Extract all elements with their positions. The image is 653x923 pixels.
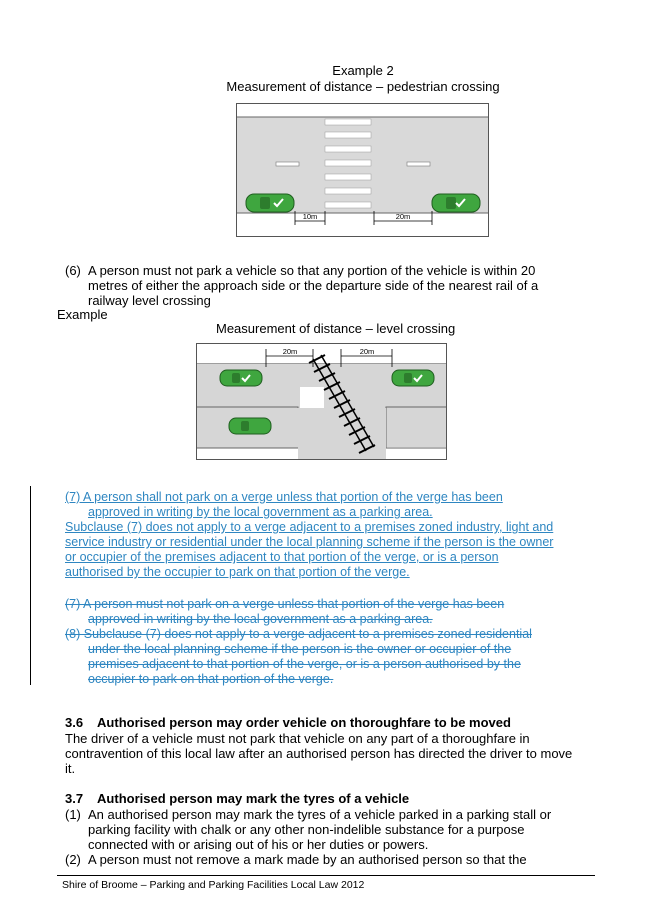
level-dim-right: 20m: [359, 347, 375, 356]
car-top-left-icon: [220, 370, 262, 386]
clause6-line-1: A person must not park a vehicle so that any portion of the vehicle is within 20: [88, 263, 536, 278]
car-right-icon: [432, 194, 480, 212]
deleted-line-2: approved in writing by the local government as a parking area.: [88, 612, 433, 626]
inserted-line-4: service industry or residential under the local planning scheme if the person is the owner: [65, 535, 554, 549]
clause6-number: (6): [65, 263, 81, 278]
inserted-line-5: or occupier of the premises adjacent to that portion of the verge, or is a person: [65, 550, 499, 564]
pedestrian-crossing-diagram: [236, 103, 489, 237]
inserted-line-2: approved in writing by the local government as a parking area.: [88, 505, 433, 519]
pedestrian-dim-left: 10m: [302, 212, 318, 221]
footer-text: Shire of Broome – Parking and Parking Facilities Local Law 2012: [62, 879, 365, 891]
deleted-line-6: occupier to park on that portion of the verge.: [88, 672, 334, 686]
footer-rule: [57, 875, 595, 876]
level-crossing-subtitle: Measurement of distance – level crossing: [216, 321, 456, 336]
deleted-line-3: (8) Subclause (7) does not apply to a verge adjacent to a premises zoned residential: [65, 627, 532, 641]
car-top-right-icon: [392, 370, 434, 386]
car-bottom-left-icon: [229, 418, 271, 434]
deleted-line-5: premises adjacent to that portion of the verge, or is a person authorised by the: [88, 657, 521, 671]
clause6-line-3: railway level crossing: [88, 293, 211, 308]
section-3-6-line-1: The driver of a vehicle must not park that vehicle on any part of a thoroughfare in: [65, 731, 530, 746]
inserted-line-1: (7) A person shall not park on a verge unless that portion of the verge has been: [65, 490, 503, 504]
example-label: Example: [57, 307, 108, 322]
section-3-7-item1-line-3: connected with or arising out of his or her duties or powers.: [88, 837, 429, 852]
section-3-7-item1-number: (1): [65, 807, 81, 822]
section-3-7-item1-line-2: parking facility with chalk or any other non-indelible substance for a purpose: [88, 822, 525, 837]
car-left-icon: [246, 194, 294, 212]
section-3-7-heading: 3.7 Authorised person may mark the tyres of a vehicle: [65, 791, 410, 806]
section-3-7-item1-line-1: An authorised person may mark the tyres of a vehicle parked in a parking stall or: [88, 807, 552, 822]
deleted-line-1: (7) A person must not park on a verge unless that portion of the verge has been: [65, 597, 505, 611]
level-crossing-diagram: [196, 343, 447, 460]
section-3-7-item2-line-1: A person must not remove a mark made by an authorised person so that the: [88, 852, 527, 867]
change-bar: [30, 486, 31, 685]
inserted-line-3: Subclause (7) does not apply to a verge adjacent to a premises zoned industry, light and: [65, 520, 554, 534]
pedestrian-dim-right: 20m: [395, 212, 411, 221]
section-3-6-line-2: contravention of this local law after an authorised person has directed the driver to move: [65, 746, 573, 761]
section-3-6-heading: 3.6 Authorised person may order vehicle on thoroughfare to be moved: [65, 715, 511, 730]
section-3-7-item2-number: (2): [65, 852, 81, 867]
example2-subtitle: Measurement of distance – pedestrian crossing: [226, 79, 500, 94]
inserted-line-6: authorised by the occupier to park on that portion of the verge.: [65, 565, 410, 579]
example2-title: Example 2: [332, 63, 394, 78]
clause6-line-2: metres of either the approach side or the departure side of the nearest rail of a: [88, 278, 539, 293]
deleted-line-4: under the local planning scheme if the person is the owner or occupier of the: [88, 642, 512, 656]
level-dim-left: 20m: [282, 347, 298, 356]
section-3-6-line-3: it.: [65, 761, 76, 776]
